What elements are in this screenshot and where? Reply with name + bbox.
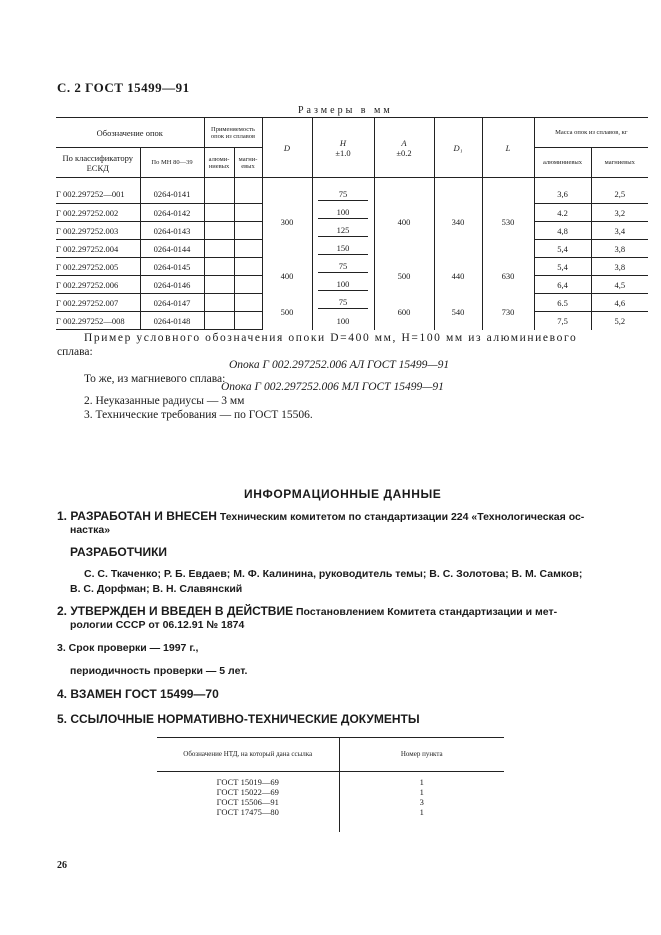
note-radii: 2. Неуказанные радиусы — 3 мм: [84, 395, 245, 407]
group-1-L: 530: [482, 186, 534, 258]
table-row: Г 002.297252.007 0264-0147 500 75 600 540 730 6.5 4,6: [56, 294, 648, 312]
ref-row: ГОСТ 15022—69 1: [157, 788, 504, 798]
ref-header-item: Номер пункта: [339, 738, 504, 772]
table-row: Г 002.297252—001 0264-0141 300 75 400 340 530 3,6 2,5: [56, 186, 648, 204]
group-2-D1: 440: [434, 258, 482, 294]
group-3-D1: 540: [434, 294, 482, 330]
ref-row: ГОСТ 17475—80 1: [157, 808, 504, 818]
header-applicability: Применяемость опок из сплавов: [204, 118, 262, 148]
info-item-2-text: Постановлением Комитета стандартизации и мет-: [296, 606, 558, 618]
note-tech-req: 3. Технические требования — по ГОСТ 15506.: [84, 409, 313, 421]
header-mass-alum: алюминиевых: [534, 148, 591, 178]
dimensions-table: [56, 117, 648, 330]
header-A-tolerance: ±0.2: [396, 147, 412, 158]
header-mass: Масса опок из сплавов, кг: [534, 118, 648, 148]
example-code-1: Опока Г 002.297252.006 АЛ ГОСТ 15499—91: [229, 359, 450, 371]
group-2-A: 500: [374, 258, 434, 294]
info-item-4: 4. ВЗАМЕН ГОСТ 15499—70: [57, 687, 219, 701]
info-item-2: [57, 604, 647, 618]
header-H-tolerance: ±1.0: [335, 147, 351, 158]
info-item-3: 3. Срок проверки — 1997 г.,: [57, 642, 199, 654]
ref-row: ГОСТ 15506—91 3: [157, 798, 504, 808]
header-A-label: A: [401, 137, 407, 148]
header-D: D: [262, 118, 312, 178]
table-row: Г 002.297252.002 0264-0142 100 4.2 3,2: [56, 204, 648, 222]
table-row: Г 002.297252.005 0264-0145 400 75 500 440 630 5,4 3,8: [56, 258, 648, 276]
header-classifier: По классификатору ЕСКД: [56, 148, 140, 178]
table-caption: Размеры в мм: [298, 105, 393, 116]
info-item-1: [57, 509, 647, 523]
info-item-1-head: 1. РАЗРАБОТАН И ВНЕСЕН: [57, 509, 217, 523]
header-H: [312, 118, 374, 178]
group-1-D: 300: [262, 186, 312, 258]
ref-row: ГОСТ 15019—69 1: [157, 778, 504, 788]
group-2-D: 400: [262, 258, 312, 294]
info-title: ИНФОРМАЦИОННЫЕ ДАННЫЕ: [244, 487, 442, 501]
header-A: [374, 118, 434, 178]
header-alum: алюми-ниевых: [204, 148, 234, 178]
table-row: Г 002.297252.004 0264-0144 150 5,4 3,8: [56, 240, 648, 258]
header-D1: D₁: [434, 118, 482, 178]
reference-table: [157, 737, 504, 832]
group-3-D: 500: [262, 294, 312, 330]
group-3-A: 600: [374, 294, 434, 330]
group-1-D1: 340: [434, 186, 482, 258]
example-magnesium: То же, из магниевого сплава:: [84, 373, 226, 385]
developers-head: РАЗРАБОТЧИКИ: [70, 545, 168, 559]
header-L: L: [482, 118, 534, 178]
group-2-L: 630: [482, 258, 534, 294]
developers-line-1: С. С. Ткаченко; Р. Б. Евдаев; М. Ф. Калинина, руководитель темы; В. С. Золотова; В. М. Самков;: [84, 568, 583, 580]
info-item-1-text: Техническим комитетом по стандартизации 224 «Технологическая ос-: [219, 511, 585, 523]
page-number: 26: [57, 860, 67, 871]
page-header: С. 2 ГОСТ 15499—91: [57, 80, 190, 95]
header-H-label: H: [339, 137, 347, 148]
developers-line-2: В. С. Дорфман; В. Н. Славянский: [70, 583, 243, 595]
ref-header-doc: Обозначение НТД, на который дана ссылка: [157, 738, 339, 772]
table-row: Г 002.297252—008 0264-0148 100 7,5 5,2: [56, 312, 648, 330]
header-designation: Обозначение опок: [56, 118, 204, 148]
info-item-2-cont: рологии СССР от 06.12.91 № 1874: [70, 619, 245, 631]
example-line-cont: сплава:: [57, 346, 93, 358]
table-row: Г 002.297252.003 0264-0143 125 4,8 3,4: [56, 222, 648, 240]
info-item-3-cont: периодичность проверки — 5 лет.: [70, 665, 248, 677]
info-item-1-cont: настка»: [70, 524, 111, 536]
header-mn: По МН 80—39: [140, 148, 204, 178]
header-mass-magn: магниевых: [591, 148, 648, 178]
group-3-L: 730: [482, 294, 534, 330]
info-item-2-head: 2. УТВЕРЖДЕН И ВВЕДЕН В ДЕЙСТВИЕ: [57, 604, 294, 618]
example-code-2: Опока Г 002.297252.006 МЛ ГОСТ 15499—91: [221, 381, 444, 393]
info-item-5: 5. ССЫЛОЧНЫЕ НОРМАТИВНО-ТЕХНИЧЕСКИЕ ДОКУМЕНТЫ: [57, 712, 420, 726]
table-row: Г 002.297252.006 0264-0146 100 6,4 4,5: [56, 276, 648, 294]
group-1-A: 400: [374, 186, 434, 258]
header-magn: магни-евых: [234, 148, 262, 178]
example-line: Пример условного обозначения опоки D=400 мм, H=100 мм из алюминиевого: [84, 332, 578, 344]
